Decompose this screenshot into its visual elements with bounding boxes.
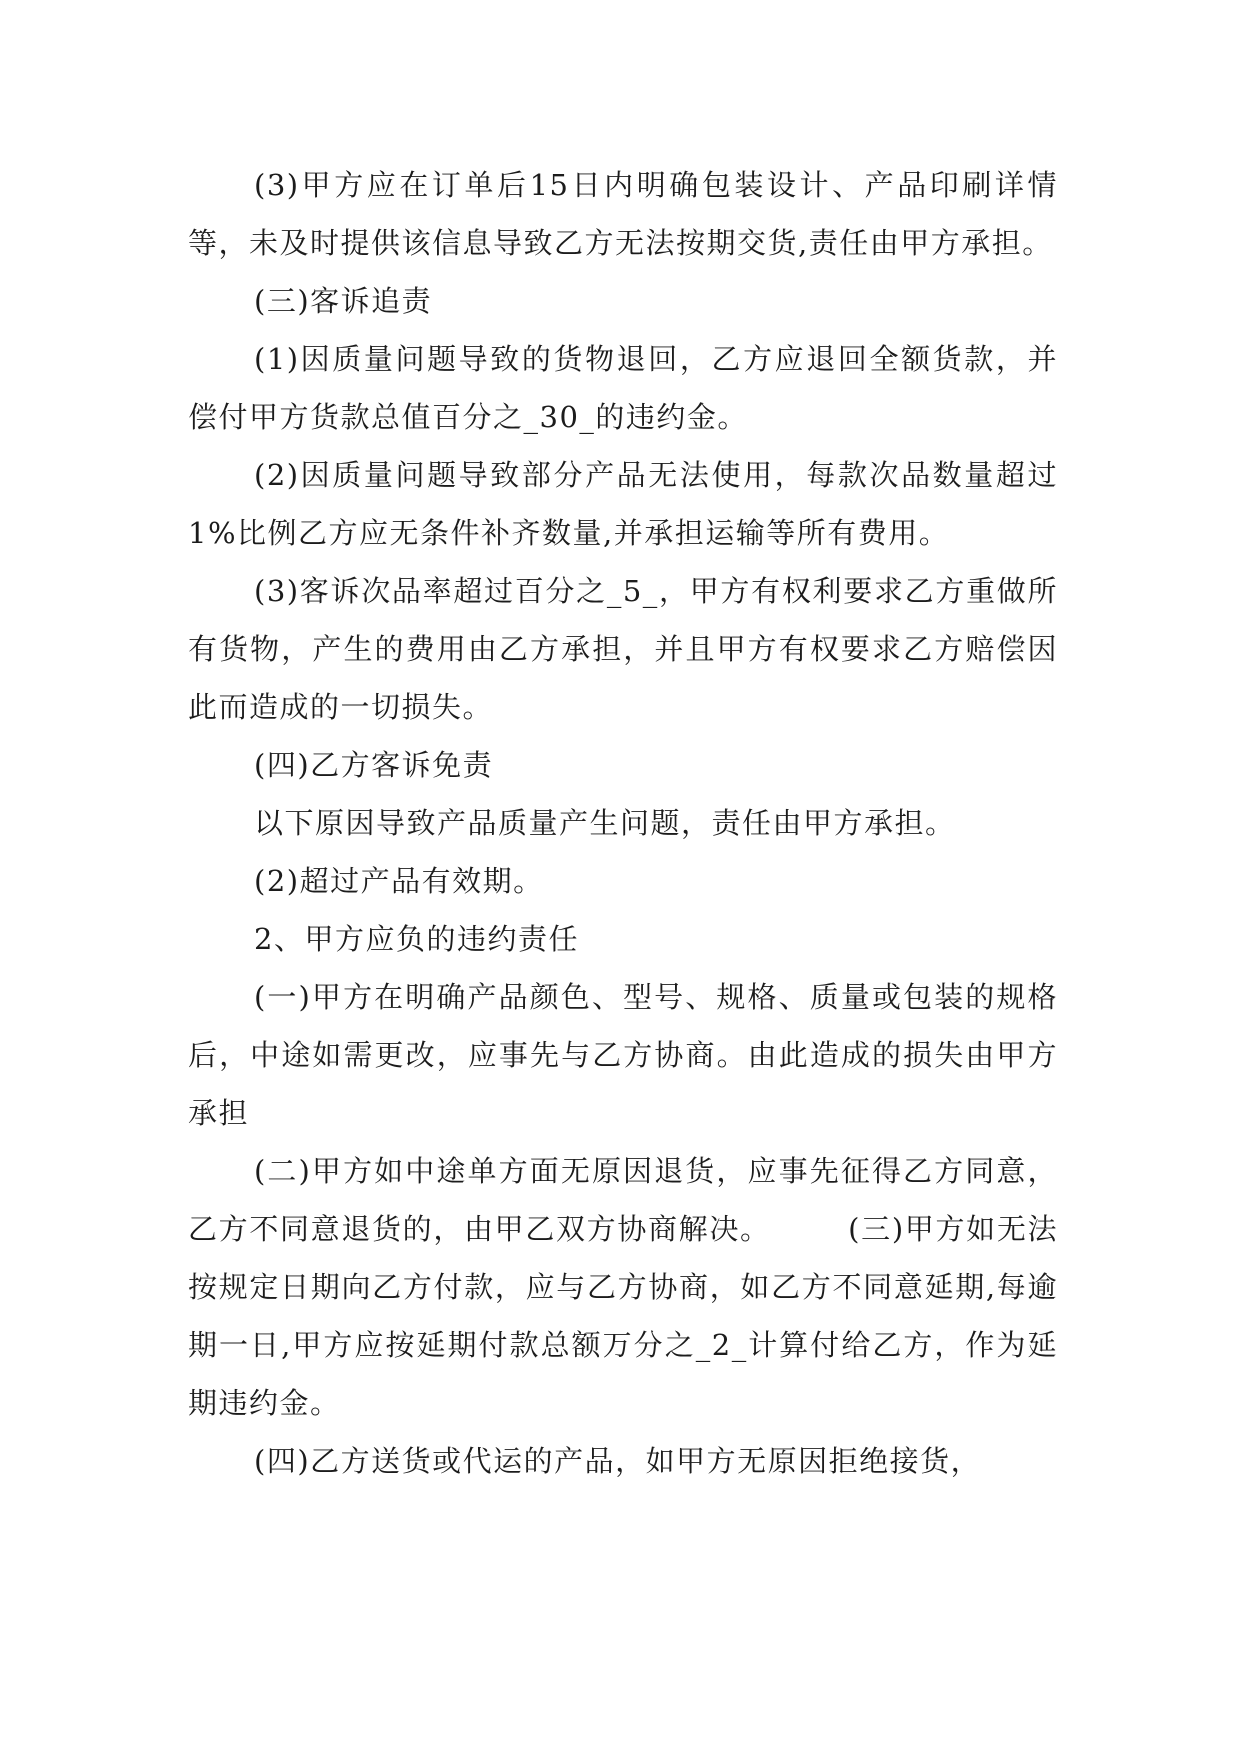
paragraph-refusal-of-delivery: (四)乙方送货或代运的产品，如甲方无原因拒绝接货， [254, 1444, 982, 1478]
paragraph-quality-return: (1)因质量问题导致的货物退回，乙方应退回全额货款，并偿付甲方货款总值百分之_30_的违约金。 [188, 342, 1058, 434]
paragraph-exemption-reasons: 以下原因导致产品质量产生问题，责任由甲方承担。 [254, 806, 956, 840]
paragraph-packaging-deadline: (3)甲方应在订单后15日内明确包装设计、产品印刷详情等，未及时提供该信息导致乙方无法按期交货,责任由甲方承担。 [188, 168, 1058, 260]
paragraph-expiry: (2)超过产品有效期。 [254, 864, 544, 898]
section-heading-party-a-liability: 2、甲方应负的违约责任 [254, 922, 579, 956]
section-heading-complaint-liability: (三)客诉追责 [254, 284, 433, 318]
paragraph-defective-products: (2)因质量问题导致部分产品无法使用，每款次品数量超过1%比例乙方应无条件补齐数量,并承担运输等所有费用。 [188, 458, 1058, 550]
document-body [188, 156, 1058, 1490]
paragraph-return-and-late-payment: (二)甲方如中途单方面无原因退货，应事先征得乙方同意，乙方不同意退货的，由甲乙双方协商解决。 (三)甲方如无法按规定日期向乙方付款，应与乙方协商，如乙方不同意延期,每逾期一日,甲方应按延期付款总额万分之_2_计算付给乙方，作为延期违约金。 [188, 1154, 1058, 1420]
section-heading-complaint-exemption: (四)乙方客诉免责 [254, 748, 494, 782]
paragraph-defect-rate: (3)客诉次品率超过百分之_5_，甲方有权利要求乙方重做所有货物，产生的费用由乙方承担，并且甲方有权要求乙方赔偿因此而造成的一切损失。 [188, 574, 1058, 724]
paragraph-spec-change: (一)甲方在明确产品颜色、型号、规格、质量或包装的规格后，中途如需更改，应事先与乙方协商。由此造成的损失由甲方承担 [188, 980, 1058, 1130]
